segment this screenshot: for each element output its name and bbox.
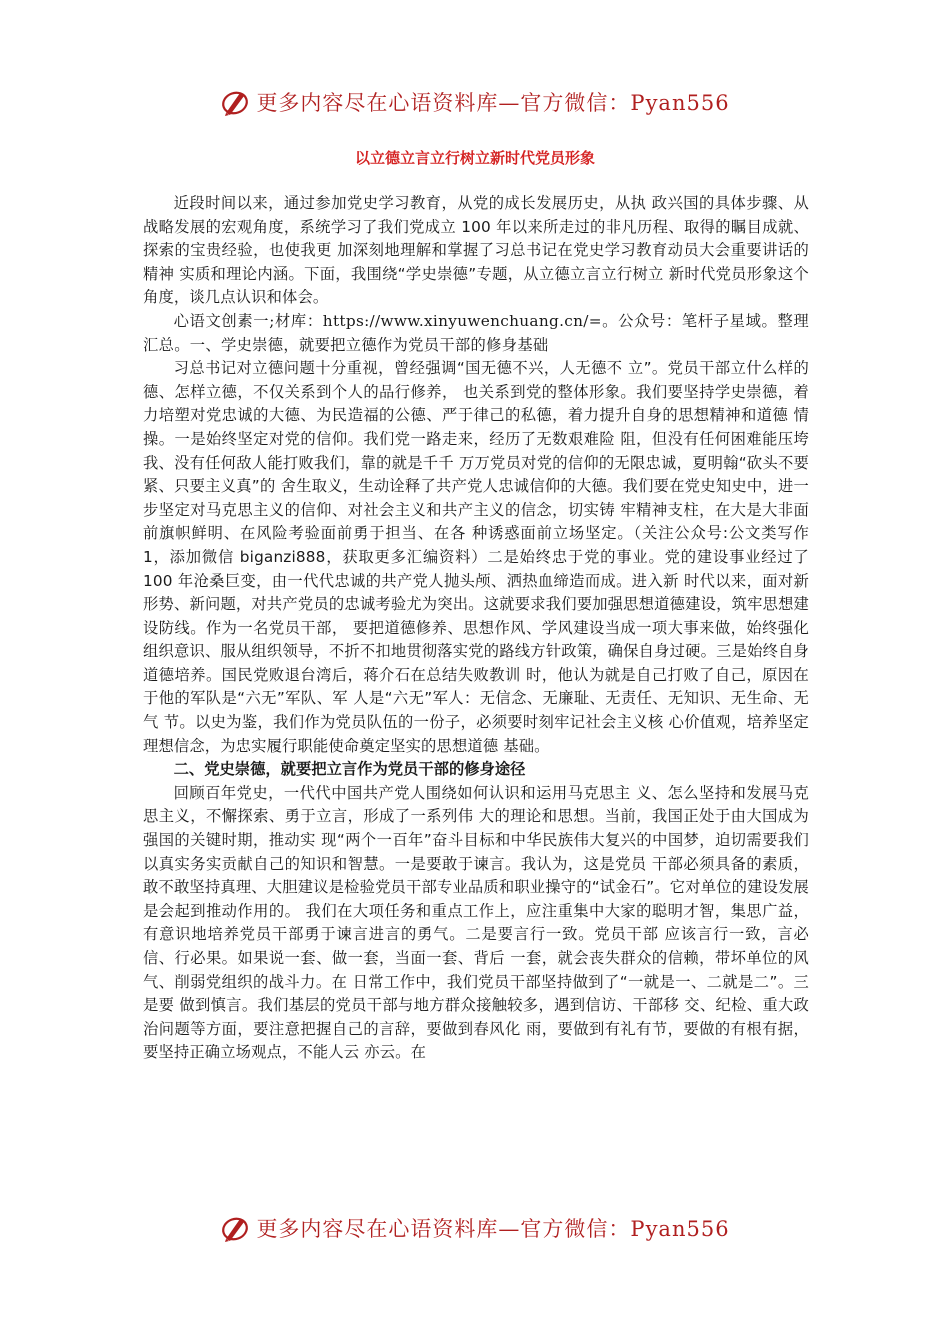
document-body — [143, 192, 809, 1065]
paragraph-intro: 近段时间以来，通过参加党史学习教育，从党的成长发展历史，从执 政兴国的具体步骤、从战略发展的宏观角度，系统学习了我们党成立 100 年以来所走过的非凡历程、取得的瞩目成就、探索的宝贵经验，也使我更 加深刻地理解和掌握了习总书记在党史学习教育动员大会重要讲话的精神 实质和理论内涵。下面，我围绕“学史崇德”专题，从立德立言立行树立 新时代党员形象这个角度，谈几点认识和体会。 — [143, 194, 809, 307]
paragraph-source-note: 心语文创素一;材库：https://www.xinyuwenchuang.cn/=。公众号：笔杆子星域。整理汇总。一、学史崇德，就要把立德作为党员干部的修身基础 — [143, 311, 809, 354]
header-banner — [0, 82, 950, 122]
paragraph-section-two: 回顾百年党史，一代代中国共产党人围绕如何认识和运用马克思主 义、怎么坚持和发展马克思主义，不懈探索、勇于立言，形成了一系列伟 大的理论和思想。当前，我国正处于由大国成为强国的关键时期，推动实 现“两个一百年”奋斗目标和中华民族伟大复兴的中国梦，迫切需要我们以真实务实贡献自己的知识和智慧。一是要敢于谏言。我认为，这是党员 干部必须具备的素质，敢不敢坚持真理、大胆建议是检验党员干部专业品质和职业操守的“试金石”。它对单位的建设发展是会起到推动作用的。 我们在大项任务和重点工作上，应注重集中大家的聪明才智，集思广益， 有意识地培养党员干部勇于谏言进言的勇气。二是要言行一致。党员干部 应该言行一致，言必信、行必果。如果说一套、做一套，当面一套、背后 一套，就会丧失群众的信赖，带坏单位的风气、削弱党组织的战斗力。在 日常工作中，我们党员干部坚持做到了“一就是一、二就是二”。三是要 做到慎言。我们基层的党员干部与地方群众接触较多，遇到信访、干部移 交、纪检、重大政治问题等方面，要注意把握自己的言辞，要做到春风化 雨，要做到有礼有节，要做的有根有据，要坚持正确立场观点，不能人云 亦云。在 — [143, 783, 809, 1062]
paragraph-section-one: 习总书记对立德问题十分重视，曾经强调“国无德不兴，人无德不 立”。党员干部立什么样的德、怎样立德，不仅关系到个人的品行修养， 也关系到党的整体形象。我们要坚持学史崇德，着力培塑对党忠诚的大德、为民造福的公德、严于律己的私德，着力提升自身的思想精神和道德 情操。一是始终坚定对党的信仰。我们党一路走来，经历了无数艰难险 阻，但没有任何困难能压垮我、没有任何敌人能打败我们，靠的就是千千 万万党员对党的信仰的无限忠诚，夏明翰“砍头不要紧、只要主义真”的 舍生取义，生动诠释了共产党人忠诚信仰的大德。我们要在党史知史中，进一步坚定对马克思主义的信仰、对社会主义和共产主义的信念，切实铸 牢精神支柱，在大是大非面前旗帜鲜明、在风险考验面前勇于担当、在各 种诱惑面前立场坚定。（关注公众号:公文类写作 1，添加微信 biganzi888，获取更多汇编资料）二是始终忠于党的事业。党的建设事业经过了 100 年沧桑巨变，由一代代忠诚的共产党人抛头颅、洒热血缔造而成。进入新 时代以来，面对新形势、新问题，对共产党员的忠诚考验尤为突出。这就要求我们要加强思想道德建设，筑牢思想建设防线。作为一名党员干部， 要把道德修养、思想作风、学风建设当成一项大事来做，始终强化组织意识、服从组织领导，不折不扣地贯彻落实党的路线方针政策，确保自身过硬。三是始终自身道德培养。国民党败退台湾后，蒋介石在总结失败教训 时，他认为就是自己打败了自己，原因在于他的军队是“六无”军队、军 人是“六无”军人：无信念、无廉耻、无责任、无知识、无生命、无气 节。以史为鉴，我们作为党员队伍的一份子，必须要时刻牢记社会主义核 心价值观，培养坚定理想信念，为忠实履行职能使命奠定坚实的思想道德 基础。 — [143, 359, 809, 755]
banner-text: 更多内容尽在心语资料库—官方微信：Pyan556 — [256, 1217, 730, 1241]
banner-text: 更多内容尽在心语资料库—官方微信：Pyan556 — [256, 91, 730, 115]
section-heading-two: 二、党史崇德，就要把立言作为党员干部的修身途径 — [173, 760, 526, 779]
footer-banner — [0, 1208, 950, 1248]
document-title: 以立德立言立行树立新时代党员形象 — [354, 149, 595, 167]
pen-logo-icon — [220, 87, 250, 117]
pen-logo-icon — [220, 1213, 250, 1243]
